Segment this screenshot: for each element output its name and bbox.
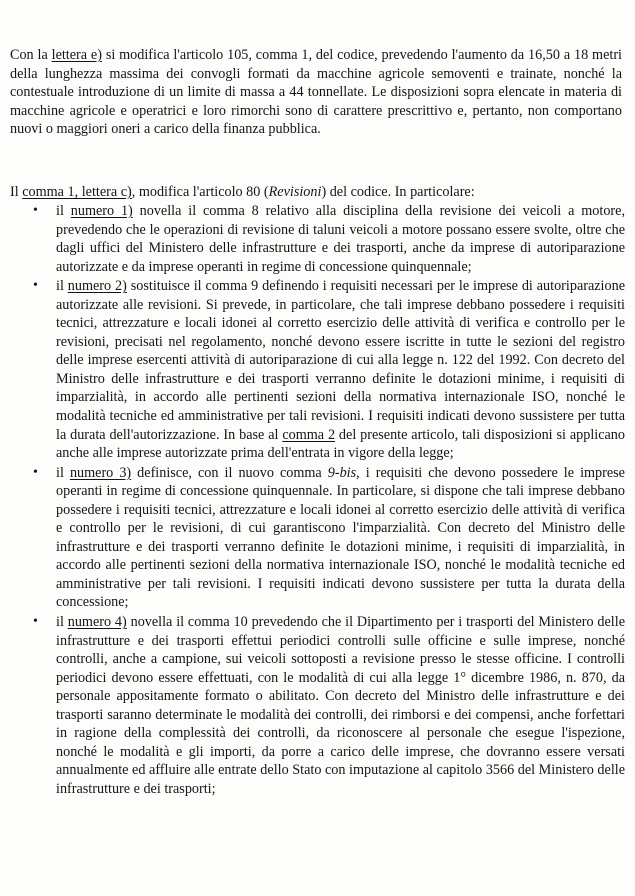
text: Con la [10, 47, 52, 63]
text: il [56, 278, 68, 295]
numeri-list [0, 202, 625, 799]
text: del presente articolo, tali disposizioni si applicano anche alle imprese autorizzate prima dell'entrata in vigore della legge; [56, 426, 625, 462]
reference-link[interactable]: numero 3) [69, 464, 132, 481]
list-item-numero-4 [0, 613, 625, 798]
text: novella il comma 8 relativo alla disciplina della revisione dei veicoli a motore, prevedendo che le operazioni di revisione di taluni veicoli a motore possano essere svolte, oltre che dagli uffici del Ministero delle infrastrutture e dei trasporti, anche da imprese di autoriparazione autorizzate e da imprese operanti in regime di concessione quinquennale; [56, 203, 625, 275]
text: il [56, 203, 71, 219]
text: ) del codice. In particolare: [321, 184, 475, 200]
reference-link[interactable]: comma 2 [282, 426, 336, 443]
reference-link[interactable]: numero 4) [67, 614, 127, 631]
list-item-numero-1 [0, 202, 625, 276]
italic-text: Revisioni [268, 184, 322, 200]
paragraph-comma-1-lettera-c [10, 183, 622, 202]
paragraph-lettera-e [10, 46, 622, 139]
text: novella il comma 10 prevedendo che il Dipartimento per i trasporti del Ministero delle infrastrutture e dei trasporti effettui periodici controlli sulle officine e sulle imprese, nonché controlli, anche a campione, sui veicoli sottoposti a revisione presso le stesse officine. I controlli periodici devono essere effettuati, con le modalità di cui alla legge 1° dicembre 1986, n. 870, da personale appositamente formato o abilitato. Con decreto del Ministro delle infrastrutture e dei trasporti saranno determinate le modalità dei controlli, dei rimborsi e dei compensi, anche forfettari in ragione della complessità dei controlli, da riconoscere al personale che esegue l'ispezione, nonché le modalità e gli importi, da porre a carico delle imprese, che dovranno essere versati annualmente ed affluire alle entrate dello Stato con imputazione al capitolo 3566 del Ministero delle infrastrutture e dei trasporti; [56, 614, 625, 797]
text: , modifica l'articolo 80 ( [131, 184, 269, 200]
bullet-icon: • [33, 464, 38, 480]
text: il [56, 614, 68, 631]
text: il [56, 464, 70, 481]
reference-link[interactable]: lettera e) [51, 47, 102, 63]
reference-link[interactable]: numero 1) [70, 203, 133, 219]
bullet-icon: • [33, 278, 38, 294]
text: definisce, con il nuovo comma [131, 464, 328, 481]
bullet-icon: • [33, 203, 38, 218]
reference-link[interactable]: comma 1, lettera c) [22, 184, 132, 200]
reference-link[interactable]: numero 2) [67, 278, 127, 295]
bullet-icon: • [33, 614, 38, 630]
text: , i requisiti che devono possedere le imprese operanti in regime di concessione quinquennale. In particolare, si dispone che tali imprese debbano possedere i requisiti tecnici, attrezzature e locali idonei al corretto esercizio delle attività di verifica e controllo per le revisioni, di cui garantiscono l'imparzialità. Con decreto del Ministro delle infrastrutture e dei trasporti verranno definite le dotazioni minime, i requisiti di imparzialità, in accordo alle pertinenti sezioni della normativa internazionale ISO, nonché le modalità tecniche ed amministrative per tali revisioni. I requisiti indicati devono sussistere per tutta la durata della concessione; [56, 464, 625, 611]
list-item-numero-2 [0, 277, 625, 462]
italic-text: 9-bis [327, 464, 357, 481]
list-item-numero-3 [0, 464, 625, 612]
text: si modifica l'articolo 105, comma 1, del codice, prevedendo l'aumento da 16,50 a 18 metri della lunghezza massima dei convogli formati da macchine agricole semoventi e trainate, nonché la contestuale introduzione di un limite di massa a 44 tonnellate. Le disposizioni sopra elencate in materia di macchine agricole e operatrici e loro rimorchi sono di carattere prescrittivo e, pertanto, non comportano nuovi o maggiori oneri a carico della finanza pubblica. [10, 47, 622, 138]
text: Il [10, 184, 23, 200]
text: sostituisce il comma 9 definendo i requisiti necessari per le imprese di autoriparazione autorizzate alle revisioni. Si prevede, in particolare, che tali imprese debbano possedere i requisiti tecnici, attrezzature e locali idonei al corretto esercizio delle attività di verifica e controllo per le revisioni, precisati nel regolamento, nonché devono essere iscritte in tutte le sezioni del registro delle imprese esercenti attività di autoriparazione di cui alla legge n. 122 del 1992. Con decreto del Ministro delle infrastrutture e dei trasporti verranno definite le dotazioni minime, i requisiti di imparzialità, in accordo alle pertinenti sezioni della normativa internazionale ISO, nonché le modalità tecniche ed amministrative per tali revisioni. I requisiti indicati devono sussistere per tutta la durata dell'autorizzazione. In base al [56, 278, 625, 443]
